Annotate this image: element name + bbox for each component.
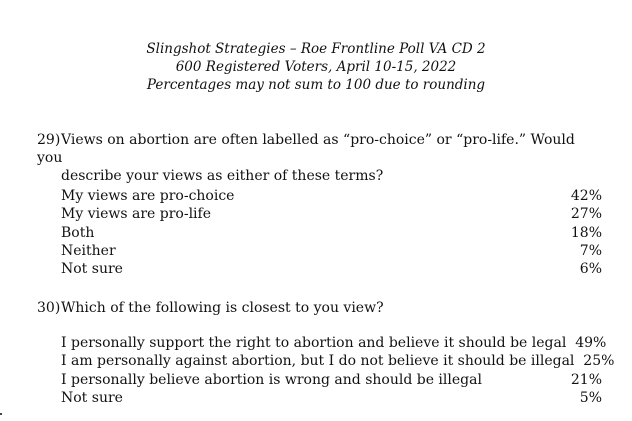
answer-row: [61, 260, 602, 278]
answer-value: 27%: [570, 206, 602, 223]
answer-value: 49%: [575, 335, 607, 351]
answer-label: I personally believe abortion is wrong and should be illegal: [61, 371, 482, 388]
answer-label: Both: [61, 224, 95, 241]
question-number: 29): [37, 132, 61, 148]
answer-label: I am personally against abortion, but I do not believe it should be illegal: [61, 353, 575, 370]
header-sample: 600 Registered Voters, April 10-15, 2022: [175, 59, 457, 75]
answer-row: [61, 389, 602, 407]
answer-value: 5%: [579, 389, 602, 406]
header-note: Percentages may not sum to 100 due to rounding: [146, 77, 486, 93]
answer-row: [61, 205, 602, 223]
answer-row: [61, 187, 602, 205]
document-header: [0, 40, 632, 94]
answer-value: 6%: [579, 261, 602, 278]
header-title: Slingshot Strategies – Roe Frontline Poll VA CD 2: [146, 41, 486, 57]
answer-label: My views are pro-choice: [61, 188, 235, 204]
answer-value: 18%: [570, 224, 602, 241]
question-text-line-1: Views on abortion are often labelled as “pro-choice” or “pro-life.” Would you: [37, 132, 575, 166]
answer-row: [61, 334, 607, 352]
question-30: [37, 299, 597, 317]
answer-row: [61, 224, 602, 242]
answer-label: Not sure: [61, 261, 123, 278]
answer-label: Not sure: [61, 389, 123, 406]
question-29: [37, 131, 597, 185]
question-text-line-2: describe your views as either of these terms?: [61, 168, 384, 184]
page-edge-mark: [0, 413, 2, 415]
question-text-line-1: Which of the following is closest to you view?: [61, 300, 384, 316]
answer-value: 25%: [583, 353, 615, 370]
answer-row: [61, 242, 602, 260]
answer-value: 21%: [570, 371, 602, 388]
answer-value: 42%: [570, 188, 602, 204]
answer-label: I personally support the right to abortion and believe it should be legal: [61, 335, 567, 351]
answers-30: [61, 334, 615, 407]
answers-29: [61, 187, 602, 278]
answer-value: 7%: [579, 242, 602, 259]
question-number: 30): [37, 300, 61, 316]
answer-row: [61, 371, 602, 389]
answer-label: My views are pro-life: [61, 206, 211, 223]
answer-label: Neither: [61, 242, 116, 259]
answer-row: [61, 352, 615, 370]
